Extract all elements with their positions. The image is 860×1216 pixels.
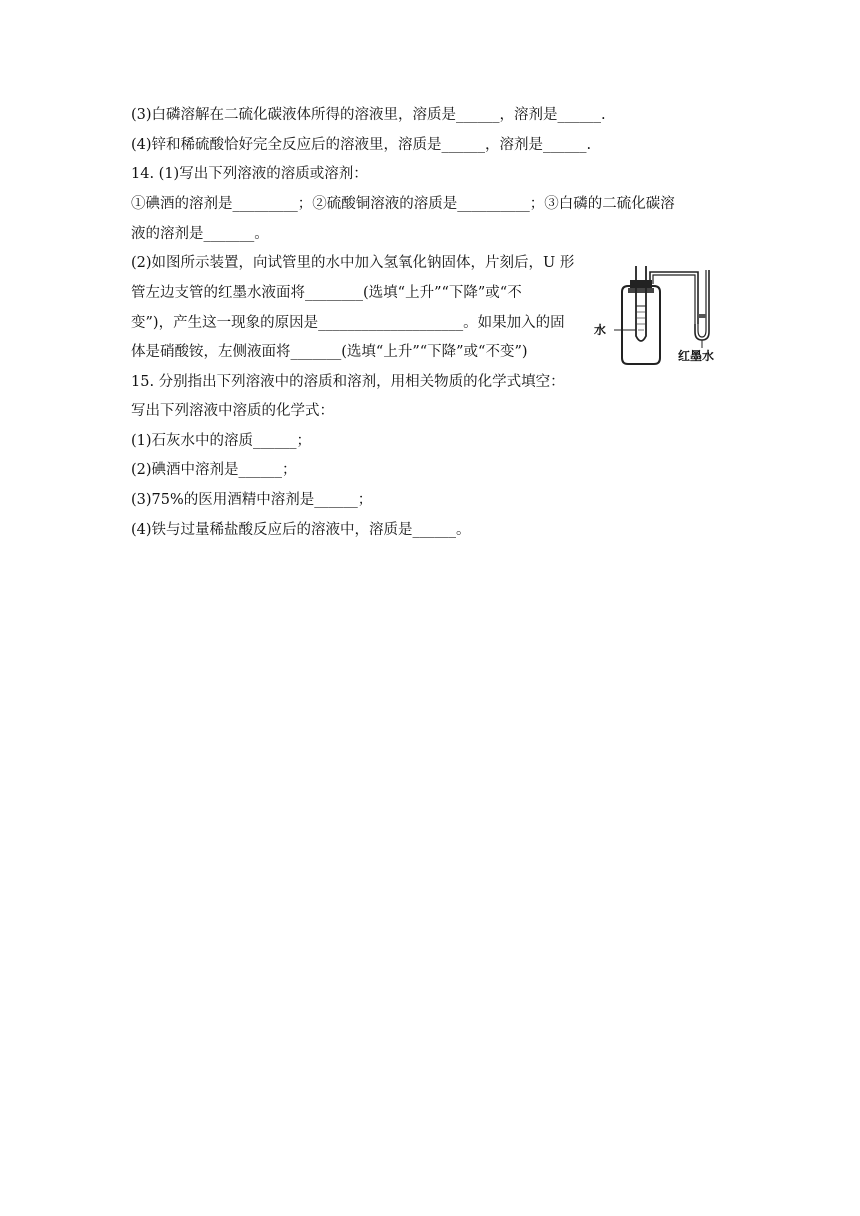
ink-level — [698, 314, 706, 318]
q15-part4: (4)铁与过量稀盐酸反应后的溶液中，溶质是______。 — [131, 522, 471, 538]
q15-part2: (2)碘酒中溶剂是______； — [131, 462, 297, 478]
q14-part2-line1: (2)如图所示装置，向试管里的水中加入氢氧化钠固体，片刻后，U 形 — [131, 255, 575, 271]
q13-part4: (4)锌和稀硫酸恰好完全反应后的溶液里，溶质是______，溶剂是______. — [131, 137, 592, 153]
stopper-collar — [628, 288, 654, 293]
apparatus-figure — [592, 258, 742, 370]
water-label: 水 — [594, 323, 607, 337]
q15-part1: (1)石灰水中的溶质______； — [131, 433, 312, 449]
u-tube — [695, 270, 709, 340]
ink-label: 红墨水 — [678, 349, 715, 363]
q15-heading: 15. 分别指出下列溶液中的溶质和溶剂，用相关物质的化学式填空： — [131, 374, 565, 390]
q13-part3: (3)白磷溶解在二硫化碳液体所得的溶液里，溶质是______，溶剂是______. — [131, 107, 606, 123]
apparatus-diagram — [592, 258, 742, 370]
q15-subheading: 写出下列溶液中溶质的化学式： — [131, 403, 334, 419]
q14-part1-line2: 液的溶剂是_______。 — [131, 226, 269, 242]
q14-part2-line2: 管左边支管的红墨水液面将________(选填“上升”“下降”或“不 — [131, 285, 522, 301]
q14-part2-line4: 体是硝酸铵，左侧液面将_______(选填“上升”“下降”或“不变”) — [131, 344, 528, 360]
bottle — [622, 286, 660, 364]
q15-part3: (3)75%的医用酒精中溶剂是______； — [131, 492, 373, 508]
delivery-tube — [650, 272, 698, 324]
q14-heading: 14. (1)写出下列溶液的溶质或溶剂： — [131, 166, 368, 182]
q14-part1-line1: ①碘酒的溶剂是_________；②硫酸铜溶液的溶质是__________；③白磷的二硫化碳溶 — [131, 196, 675, 212]
q14-part2-line3: 变”)，产生这一现象的原因是____________________。如果加入的固 — [131, 315, 565, 331]
